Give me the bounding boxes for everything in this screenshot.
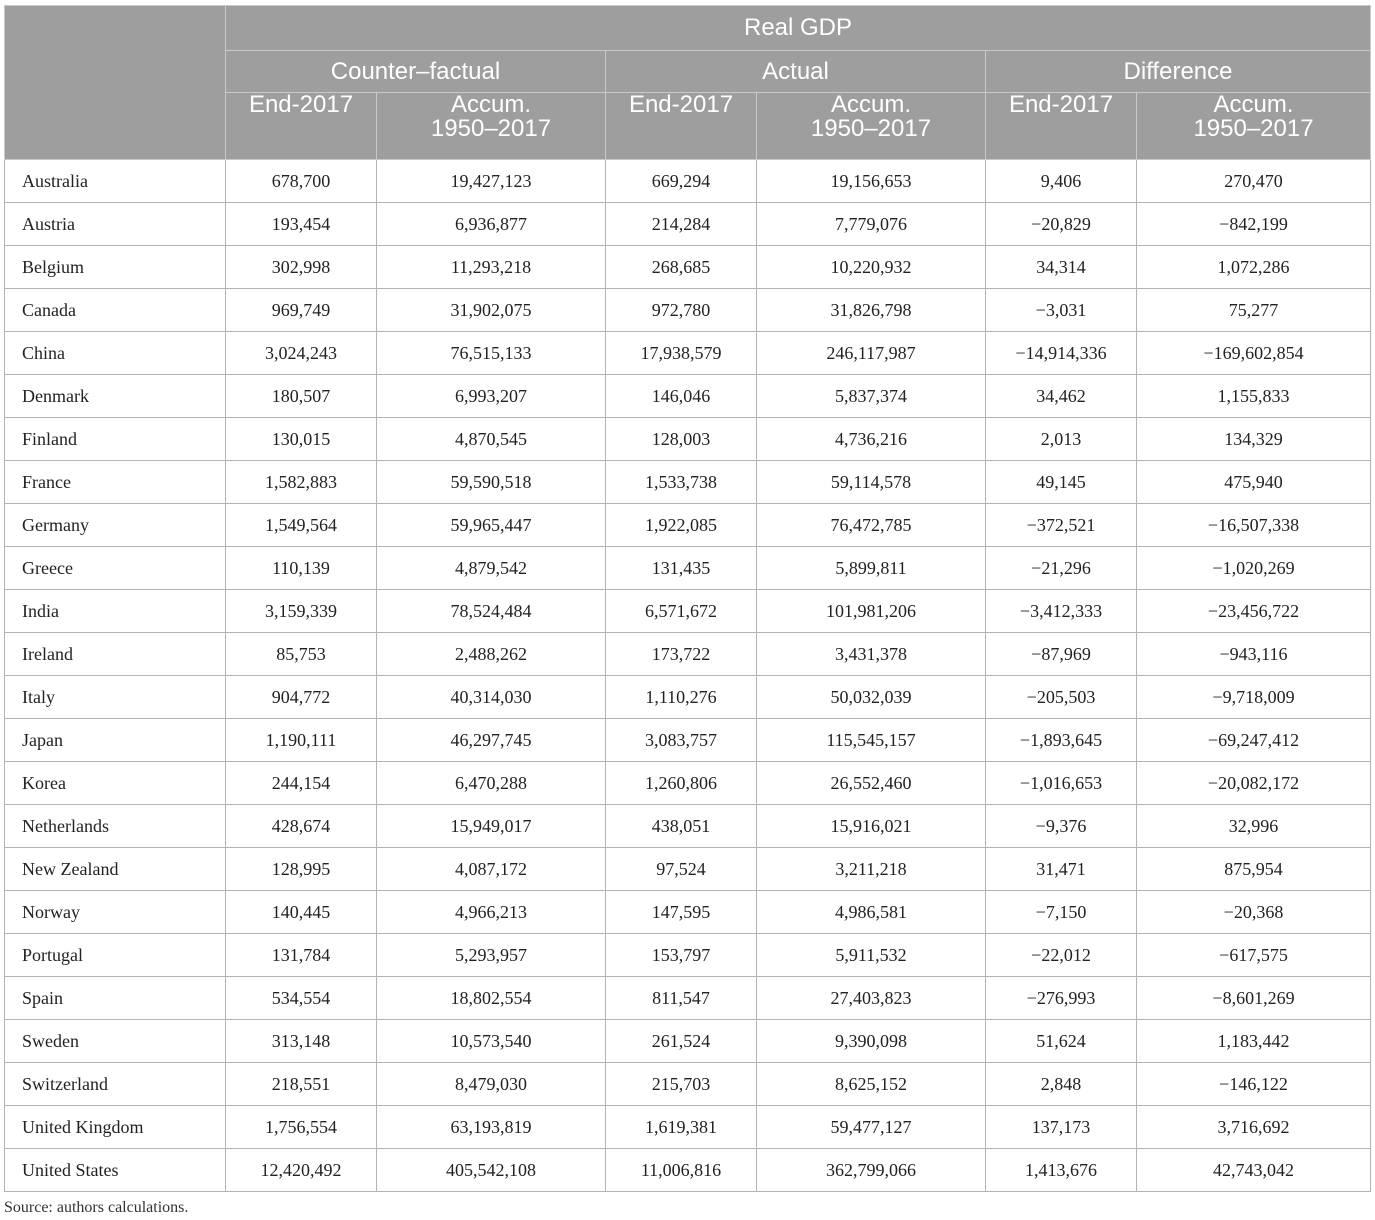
- header-counterfactual: Counter–factual: [226, 51, 606, 93]
- subheader-cell: [986, 93, 1137, 160]
- country-cell: Switzerland: [5, 1063, 226, 1106]
- table-row: [5, 1106, 1371, 1149]
- value-cell: 5,911,532: [757, 934, 986, 977]
- value-cell: 10,573,540: [377, 1020, 606, 1063]
- value-cell: 8,479,030: [377, 1063, 606, 1106]
- value-cell: 153,797: [606, 934, 757, 977]
- value-cell: 59,965,447: [377, 504, 606, 547]
- value-cell: 1,155,833: [1137, 375, 1371, 418]
- value-cell: 261,524: [606, 1020, 757, 1063]
- value-cell: 270,470: [1137, 160, 1371, 203]
- value-cell: 215,703: [606, 1063, 757, 1106]
- value-cell: 46,297,745: [377, 719, 606, 762]
- value-cell: 875,954: [1137, 848, 1371, 891]
- value-cell: 4,870,545: [377, 418, 606, 461]
- value-cell: 1,549,564: [226, 504, 377, 547]
- value-cell: 534,554: [226, 977, 377, 1020]
- value-cell: 3,024,243: [226, 332, 377, 375]
- value-cell: 15,916,021: [757, 805, 986, 848]
- value-cell: −842,199: [1137, 203, 1371, 246]
- country-cell: Denmark: [5, 375, 226, 418]
- subheader-cell: [757, 93, 986, 160]
- value-cell: −3,412,333: [986, 590, 1137, 633]
- value-cell: 15,949,017: [377, 805, 606, 848]
- value-cell: 1,582,883: [226, 461, 377, 504]
- value-cell: 101,981,206: [757, 590, 986, 633]
- country-cell: Ireland: [5, 633, 226, 676]
- country-cell: Finland: [5, 418, 226, 461]
- value-cell: −20,082,172: [1137, 762, 1371, 805]
- value-cell: 1,619,381: [606, 1106, 757, 1149]
- value-cell: 313,148: [226, 1020, 377, 1063]
- value-cell: −87,969: [986, 633, 1137, 676]
- value-cell: 27,403,823: [757, 977, 986, 1020]
- country-cell: United States: [5, 1149, 226, 1192]
- table-row: [5, 418, 1371, 461]
- country-cell: Portugal: [5, 934, 226, 977]
- value-cell: 246,117,987: [757, 332, 986, 375]
- subheader-line1: Accum.: [450, 91, 531, 118]
- country-cell: Austria: [5, 203, 226, 246]
- subheader-line1: End-2017: [628, 91, 734, 118]
- country-cell: China: [5, 332, 226, 375]
- value-cell: −20,829: [986, 203, 1137, 246]
- value-cell: 26,552,460: [757, 762, 986, 805]
- subheader-line1: End-2017: [248, 91, 354, 118]
- value-cell: −1,016,653: [986, 762, 1137, 805]
- country-cell: Belgium: [5, 246, 226, 289]
- country-cell: Netherlands: [5, 805, 226, 848]
- value-cell: 3,716,692: [1137, 1106, 1371, 1149]
- country-cell: New Zealand: [5, 848, 226, 891]
- value-cell: −943,116: [1137, 633, 1371, 676]
- country-cell: Greece: [5, 547, 226, 590]
- table-row: [5, 246, 1371, 289]
- value-cell: 2,848: [986, 1063, 1137, 1106]
- source-note: Source: authors calculations.: [4, 1199, 189, 1216]
- country-cell: Spain: [5, 977, 226, 1020]
- value-cell: −22,012: [986, 934, 1137, 977]
- table-row: [5, 504, 1371, 547]
- value-cell: 12,420,492: [226, 1149, 377, 1192]
- value-cell: 173,722: [606, 633, 757, 676]
- value-cell: 362,799,066: [757, 1149, 986, 1192]
- value-cell: 405,542,108: [377, 1149, 606, 1192]
- table-row: [5, 805, 1371, 848]
- country-cell: Sweden: [5, 1020, 226, 1063]
- value-cell: 137,173: [986, 1106, 1137, 1149]
- value-cell: 180,507: [226, 375, 377, 418]
- value-cell: −69,247,412: [1137, 719, 1371, 762]
- subheader-line1: End-2017: [1008, 91, 1114, 118]
- value-cell: 6,993,207: [377, 375, 606, 418]
- value-cell: 140,445: [226, 891, 377, 934]
- value-cell: 128,003: [606, 418, 757, 461]
- country-cell: France: [5, 461, 226, 504]
- value-cell: 31,826,798: [757, 289, 986, 332]
- value-cell: −205,503: [986, 676, 1137, 719]
- country-cell: Germany: [5, 504, 226, 547]
- value-cell: 1,922,085: [606, 504, 757, 547]
- value-cell: 6,470,288: [377, 762, 606, 805]
- value-cell: 244,154: [226, 762, 377, 805]
- value-cell: −617,575: [1137, 934, 1371, 977]
- value-cell: 669,294: [606, 160, 757, 203]
- value-cell: −276,993: [986, 977, 1137, 1020]
- value-cell: 59,477,127: [757, 1106, 986, 1149]
- table-row: [5, 203, 1371, 246]
- table-row: [5, 977, 1371, 1020]
- value-cell: 475,940: [1137, 461, 1371, 504]
- value-cell: −23,456,722: [1137, 590, 1371, 633]
- value-cell: 9,390,098: [757, 1020, 986, 1063]
- gdp-table: [4, 5, 1371, 1192]
- value-cell: −1,020,269: [1137, 547, 1371, 590]
- value-cell: −1,893,645: [986, 719, 1137, 762]
- value-cell: −169,602,854: [1137, 332, 1371, 375]
- header-real-gdp: Real GDP: [226, 6, 1371, 51]
- header-corner: [5, 6, 226, 160]
- value-cell: 4,966,213: [377, 891, 606, 934]
- value-cell: 438,051: [606, 805, 757, 848]
- country-cell: Korea: [5, 762, 226, 805]
- value-cell: 3,159,339: [226, 590, 377, 633]
- value-cell: 97,524: [606, 848, 757, 891]
- value-cell: 76,472,785: [757, 504, 986, 547]
- value-cell: 115,545,157: [757, 719, 986, 762]
- value-cell: 1,110,276: [606, 676, 757, 719]
- value-cell: 59,114,578: [757, 461, 986, 504]
- value-cell: 49,145: [986, 461, 1137, 504]
- country-cell: United Kingdom: [5, 1106, 226, 1149]
- table-row: [5, 1020, 1371, 1063]
- table-row: [5, 547, 1371, 590]
- table-row: [5, 633, 1371, 676]
- value-cell: 50,032,039: [757, 676, 986, 719]
- value-cell: −372,521: [986, 504, 1137, 547]
- value-cell: −8,601,269: [1137, 977, 1371, 1020]
- value-cell: 34,462: [986, 375, 1137, 418]
- value-cell: 19,427,123: [377, 160, 606, 203]
- value-cell: 147,595: [606, 891, 757, 934]
- table-row: [5, 719, 1371, 762]
- value-cell: −14,914,336: [986, 332, 1137, 375]
- value-cell: 4,986,581: [757, 891, 986, 934]
- table-row: [5, 289, 1371, 332]
- country-cell: India: [5, 590, 226, 633]
- subheader-cell: [226, 93, 377, 160]
- header-actual: Actual: [606, 51, 986, 93]
- value-cell: 9,406: [986, 160, 1137, 203]
- value-cell: 40,314,030: [377, 676, 606, 719]
- value-cell: 7,779,076: [757, 203, 986, 246]
- value-cell: −21,296: [986, 547, 1137, 590]
- value-cell: 6,936,877: [377, 203, 606, 246]
- value-cell: 3,431,378: [757, 633, 986, 676]
- value-cell: 1,190,111: [226, 719, 377, 762]
- value-cell: 3,083,757: [606, 719, 757, 762]
- value-cell: −16,507,338: [1137, 504, 1371, 547]
- value-cell: 19,156,653: [757, 160, 986, 203]
- value-cell: −9,376: [986, 805, 1137, 848]
- table-row: [5, 934, 1371, 977]
- value-cell: −3,031: [986, 289, 1137, 332]
- value-cell: 302,998: [226, 246, 377, 289]
- value-cell: 4,087,172: [377, 848, 606, 891]
- value-cell: 131,435: [606, 547, 757, 590]
- table-row: [5, 375, 1371, 418]
- value-cell: −20,368: [1137, 891, 1371, 934]
- value-cell: −7,150: [986, 891, 1137, 934]
- value-cell: 63,193,819: [377, 1106, 606, 1149]
- value-cell: 78,524,484: [377, 590, 606, 633]
- value-cell: 214,284: [606, 203, 757, 246]
- value-cell: 193,454: [226, 203, 377, 246]
- table-row: [5, 762, 1371, 805]
- table-row: [5, 461, 1371, 504]
- value-cell: 51,624: [986, 1020, 1137, 1063]
- subheader-cell: [1137, 93, 1371, 160]
- value-cell: 18,802,554: [377, 977, 606, 1020]
- subheader-cell: [377, 93, 606, 160]
- value-cell: 1,756,554: [226, 1106, 377, 1149]
- table-row: [5, 590, 1371, 633]
- value-cell: 268,685: [606, 246, 757, 289]
- subheader-line1: Accum.: [830, 91, 911, 118]
- subheader-cell: [606, 93, 757, 160]
- value-cell: 969,749: [226, 289, 377, 332]
- subheader-line1: Accum.: [1213, 91, 1294, 118]
- value-cell: 17,938,579: [606, 332, 757, 375]
- value-cell: 972,780: [606, 289, 757, 332]
- table-row: [5, 891, 1371, 934]
- value-cell: 5,293,957: [377, 934, 606, 977]
- table-row: [5, 676, 1371, 719]
- value-cell: 10,220,932: [757, 246, 986, 289]
- header-difference: Difference: [986, 51, 1371, 93]
- country-cell: Norway: [5, 891, 226, 934]
- value-cell: 34,314: [986, 246, 1137, 289]
- value-cell: 59,590,518: [377, 461, 606, 504]
- value-cell: 11,006,816: [606, 1149, 757, 1192]
- value-cell: 904,772: [226, 676, 377, 719]
- table-row: [5, 1063, 1371, 1106]
- value-cell: 85,753: [226, 633, 377, 676]
- value-cell: −146,122: [1137, 1063, 1371, 1106]
- country-cell: Australia: [5, 160, 226, 203]
- value-cell: 2,013: [986, 418, 1137, 461]
- value-cell: 31,471: [986, 848, 1137, 891]
- subheader-line2: 1950–2017: [430, 115, 552, 142]
- country-cell: Japan: [5, 719, 226, 762]
- value-cell: 1,533,738: [606, 461, 757, 504]
- value-cell: 5,837,374: [757, 375, 986, 418]
- table-row: [5, 1149, 1371, 1192]
- value-cell: 42,743,042: [1137, 1149, 1371, 1192]
- value-cell: 8,625,152: [757, 1063, 986, 1106]
- value-cell: 110,139: [226, 547, 377, 590]
- value-cell: 5,899,811: [757, 547, 986, 590]
- country-cell: Canada: [5, 289, 226, 332]
- value-cell: 4,736,216: [757, 418, 986, 461]
- value-cell: 130,015: [226, 418, 377, 461]
- value-cell: 1,072,286: [1137, 246, 1371, 289]
- value-cell: 1,260,806: [606, 762, 757, 805]
- value-cell: 75,277: [1137, 289, 1371, 332]
- value-cell: 678,700: [226, 160, 377, 203]
- value-cell: 128,995: [226, 848, 377, 891]
- value-cell: 811,547: [606, 977, 757, 1020]
- value-cell: 31,902,075: [377, 289, 606, 332]
- value-cell: 1,413,676: [986, 1149, 1137, 1192]
- table-row: [5, 332, 1371, 375]
- value-cell: 11,293,218: [377, 246, 606, 289]
- subheader-line2: 1950–2017: [1193, 115, 1314, 142]
- value-cell: 4,879,542: [377, 547, 606, 590]
- value-cell: 218,551: [226, 1063, 377, 1106]
- value-cell: 146,046: [606, 375, 757, 418]
- value-cell: 3,211,218: [757, 848, 986, 891]
- value-cell: 2,488,262: [377, 633, 606, 676]
- value-cell: 131,784: [226, 934, 377, 977]
- value-cell: 1,183,442: [1137, 1020, 1371, 1063]
- value-cell: 6,571,672: [606, 590, 757, 633]
- value-cell: 76,515,133: [377, 332, 606, 375]
- table-row: [5, 160, 1371, 203]
- value-cell: −9,718,009: [1137, 676, 1371, 719]
- table-row: [5, 848, 1371, 891]
- value-cell: 428,674: [226, 805, 377, 848]
- subheader-line2: 1950–2017: [810, 115, 932, 142]
- value-cell: 32,996: [1137, 805, 1371, 848]
- country-cell: Italy: [5, 676, 226, 719]
- value-cell: 134,329: [1137, 418, 1371, 461]
